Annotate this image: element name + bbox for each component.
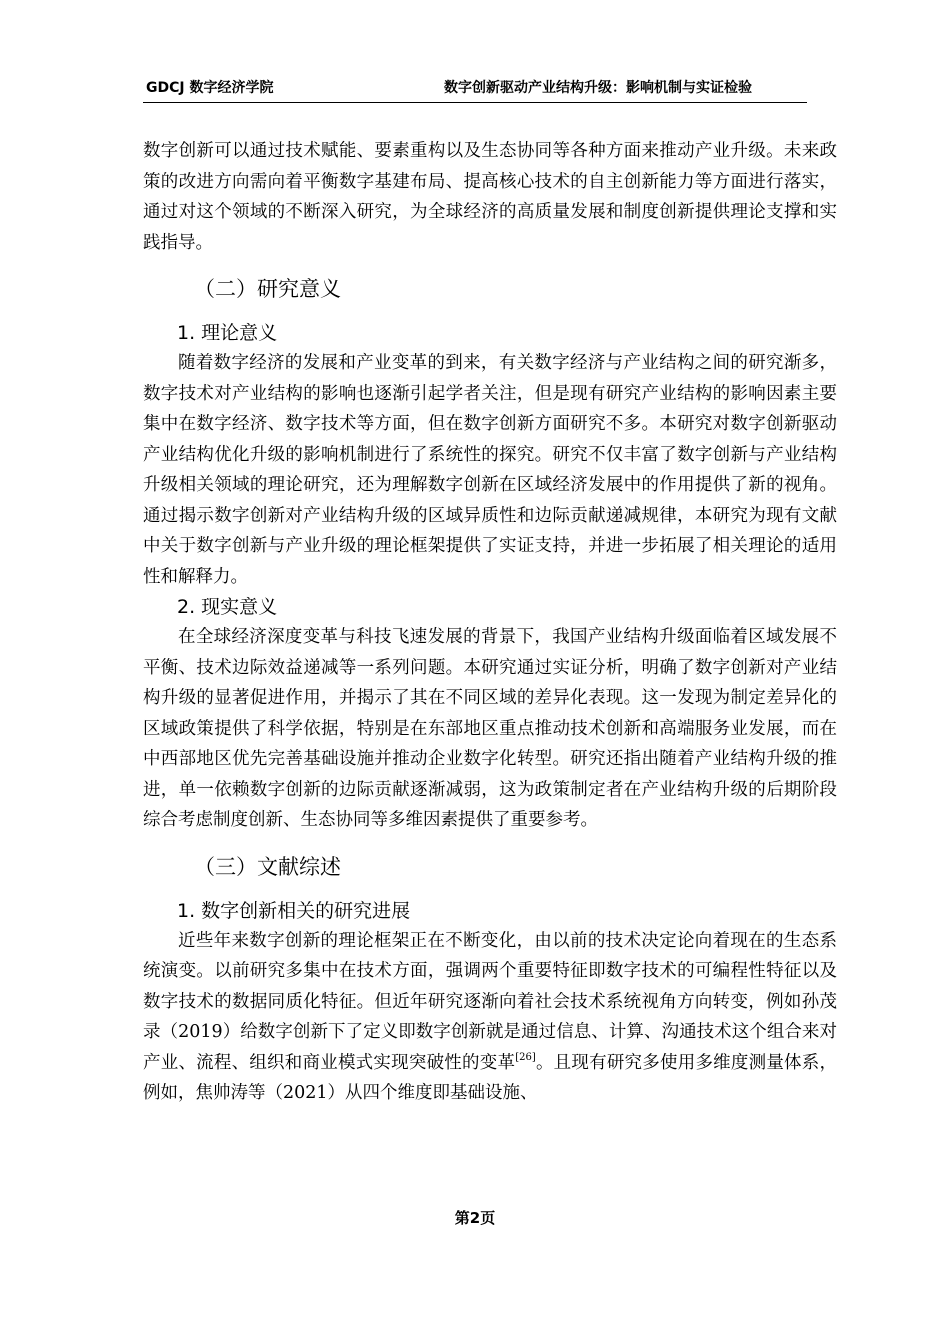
section3-sub1-text-a: 近些年来数字创新的理论框架正在不断变化，由以前的技术决定论向着现在的生态系统演变。以前研究多集中在技术方面，强调两个重要特征即数字技术的可编程性特征以及数字技术的数据同质化特征。但近年研究逐渐向着社会技术系统视角方向转变，例如孙茂录（2019）给数字创新下了定义即数字创新就是通过信息、计算、沟通技术这个组合来对产业、流程、组织和商业模式实现突破性的变革 — [143, 930, 837, 1073]
page-header — [143, 72, 807, 103]
section3-sub1-paragraph — [143, 926, 837, 1109]
intro-paragraph: 数字创新可以通过技术赋能、要素重构以及生态协同等各种方面来推动产业升级。未来政策的改进方向需向着平衡数字基建布局、提高核心技术的自主创新能力等方面进行落实，通过对这个领域的不断深入研究，为全球经济的高质量发展和制度创新提供理论支撑和实践指导。 — [143, 141, 837, 253]
section3-sub1-text-b: 。且现有研究多使用多维度测量体系，例如，焦帅涛等（2021）从四个维度即基础设施、 — [143, 1052, 838, 1103]
section2-sub1-title: 1. 理论意义 — [177, 322, 278, 344]
section2-sub1-paragraph: 随着数字经济的发展和产业变革的到来，有关数字经济与产业结构之间的研究渐多，数字技术对产业结构的影响也逐渐引起学者关注，但是现有研究产业结构的影响因素主要集中在数字经济、数字技术等方面，但在数字创新方面研究不多。本研究对数字创新驱动产业结构优化升级的影响机制进行了系统性的探究。研究不仅丰富了数字创新与产业结构升级相关领域的理论研究，还为理解数字创新在区域经济发展中的作用提供了新的视角。通过揭示数字创新对产业结构升级的区域异质性和边际贡献递减规律，本研究为现有文献中关于数字创新与产业升级的理论框架提供了实证支持，并进一步拓展了相关理论的适用性和解释力。 — [143, 353, 837, 587]
section2-sub2-title: 2. 现实意义 — [177, 596, 278, 618]
section3-sub1-title: 1. 数字创新相关的研究进展 — [177, 899, 411, 922]
page-content — [143, 136, 837, 1109]
section2-title: （二）研究意义 — [194, 277, 341, 301]
header-institution: GDCJ 数字经济学院 — [146, 80, 274, 96]
section2-sub2-paragraph: 在全球经济深度变革与科技飞速发展的背景下，我国产业结构升级面临着区域发展不平衡、技术边际效益递减等一系列问题。本研究通过实证分析，明确了数字创新对产业结构升级的显著促进作用，并揭示了其在不同区域的差异化表现。这一发现为制定差异化的区域政策提供了科学依据，特别是在东部地区重点推动技术创新和高端服务业发展，而在中西部地区优先完善基础设施并推动企业数字化转型。研究还指出随着产业结构升级的推进，单一依赖数字创新的边际贡献逐渐减弱，这为政策制定者在产业结构升级的后期阶段综合考虑制度创新、生态协同等多维因素提供了重要参考。 — [143, 627, 837, 830]
section3-title: （三）文献综述 — [194, 854, 341, 879]
citation-26: [26] — [515, 1051, 536, 1063]
header-paper-title: 数字创新驱动产业结构升级：影响机制与实证检验 — [444, 80, 752, 96]
page-number: 第2页 — [454, 1209, 496, 1227]
